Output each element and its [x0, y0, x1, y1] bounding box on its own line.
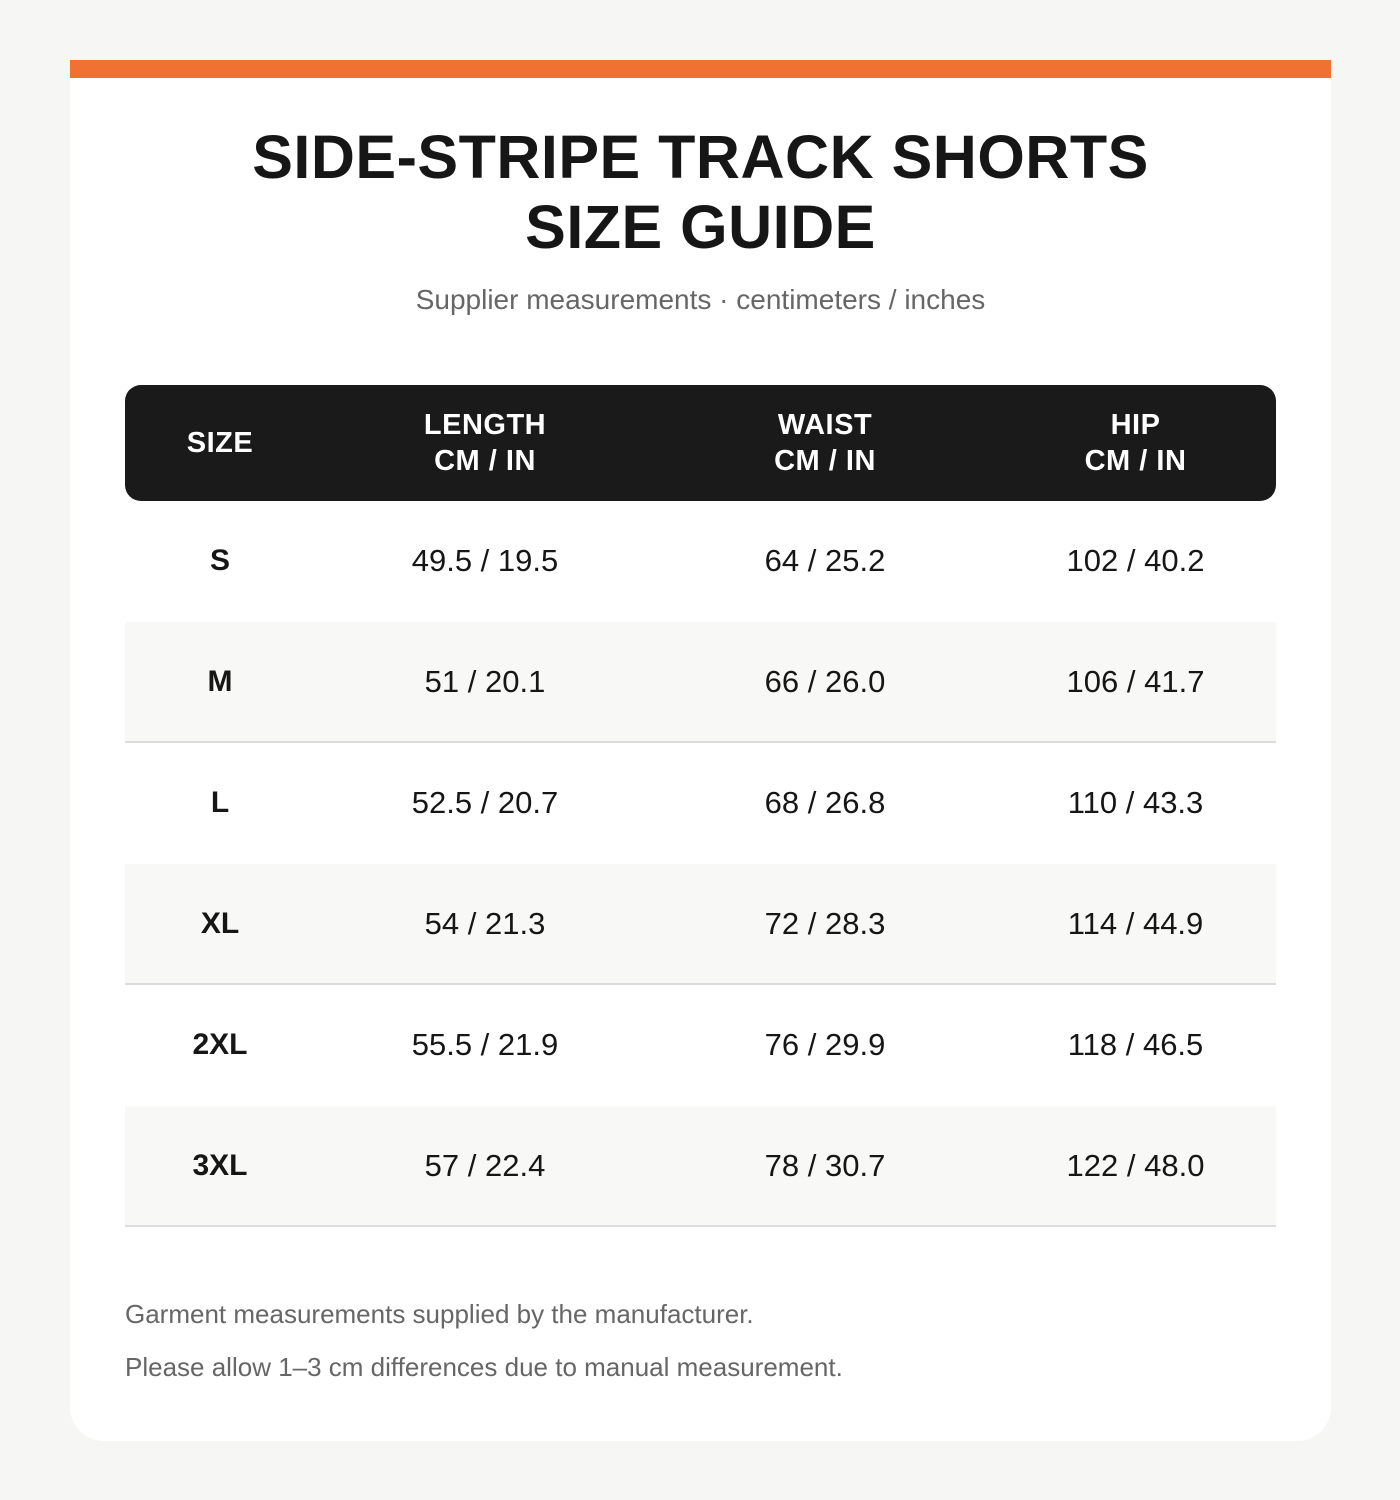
cell-size: XL [200, 906, 240, 940]
cell-hip: 110 / 43.3 [1067, 784, 1204, 820]
footnotes [125, 1288, 1275, 1394]
cell-hip: 122 / 48.0 [1066, 1147, 1205, 1183]
footnote: Please allow 1–3 cm differences due to manual measurement. [125, 1352, 843, 1382]
cell-hip: 114 / 44.9 [1067, 905, 1204, 941]
cell-length: 55.5 / 21.9 [411, 1026, 559, 1062]
cell-hip: 106 / 41.7 [1066, 663, 1205, 699]
table-row [125, 501, 1276, 622]
column-header-waist [655, 407, 995, 479]
cell-length: 54 / 21.3 [424, 905, 546, 941]
cell-size: M [207, 664, 233, 698]
page-title [70, 122, 1331, 262]
cell-waist: 78 / 30.7 [764, 1147, 886, 1183]
cell-size: 3XL [192, 1148, 248, 1182]
column-header-unit: CM / IN [774, 445, 876, 477]
cell-length: 52.5 / 20.7 [411, 784, 559, 820]
cell-waist: 72 / 28.3 [764, 905, 886, 941]
title-line-2: SIZE GUIDE [525, 193, 876, 261]
cell-size: 2XL [192, 1027, 248, 1061]
cell-waist: 76 / 29.9 [764, 1026, 886, 1062]
column-header-length [315, 407, 655, 479]
page-subtitle: Supplier measurements · centimeters / inches [415, 284, 986, 315]
column-header-unit: CM / IN [1084, 445, 1187, 477]
table-row [125, 985, 1276, 1106]
column-header-unit: CM / IN [434, 445, 536, 477]
table-row [125, 622, 1276, 743]
column-header-label: SIZE [186, 427, 254, 459]
table-header [125, 385, 1276, 501]
column-header-label: WAIST [777, 409, 873, 441]
table-row [125, 1106, 1276, 1227]
table-row [125, 864, 1276, 985]
size-guide-card [70, 60, 1331, 1441]
footnote: Garment measurements supplied by the manufacturer. [125, 1299, 754, 1329]
cell-length: 51 / 20.1 [424, 663, 546, 699]
cell-size: L [210, 785, 230, 819]
column-header-label: LENGTH [423, 409, 547, 441]
column-header-hip [995, 407, 1276, 479]
column-header-label: HIP [1110, 409, 1161, 441]
column-header-size [125, 425, 315, 461]
size-table [125, 385, 1276, 1227]
cell-hip: 118 / 46.5 [1067, 1026, 1204, 1062]
accent-bar [70, 60, 1331, 78]
cell-hip: 102 / 40.2 [1066, 542, 1205, 578]
cell-length: 49.5 / 19.5 [411, 542, 559, 578]
cell-waist: 66 / 26.0 [764, 663, 886, 699]
cell-size: S [209, 543, 230, 577]
cell-waist: 68 / 26.8 [764, 784, 886, 820]
cell-waist: 64 / 25.2 [764, 542, 886, 578]
title-line-1: SIDE-STRIPE TRACK SHORTS [252, 123, 1149, 191]
cell-length: 57 / 22.4 [424, 1147, 546, 1183]
table-row [125, 743, 1276, 864]
